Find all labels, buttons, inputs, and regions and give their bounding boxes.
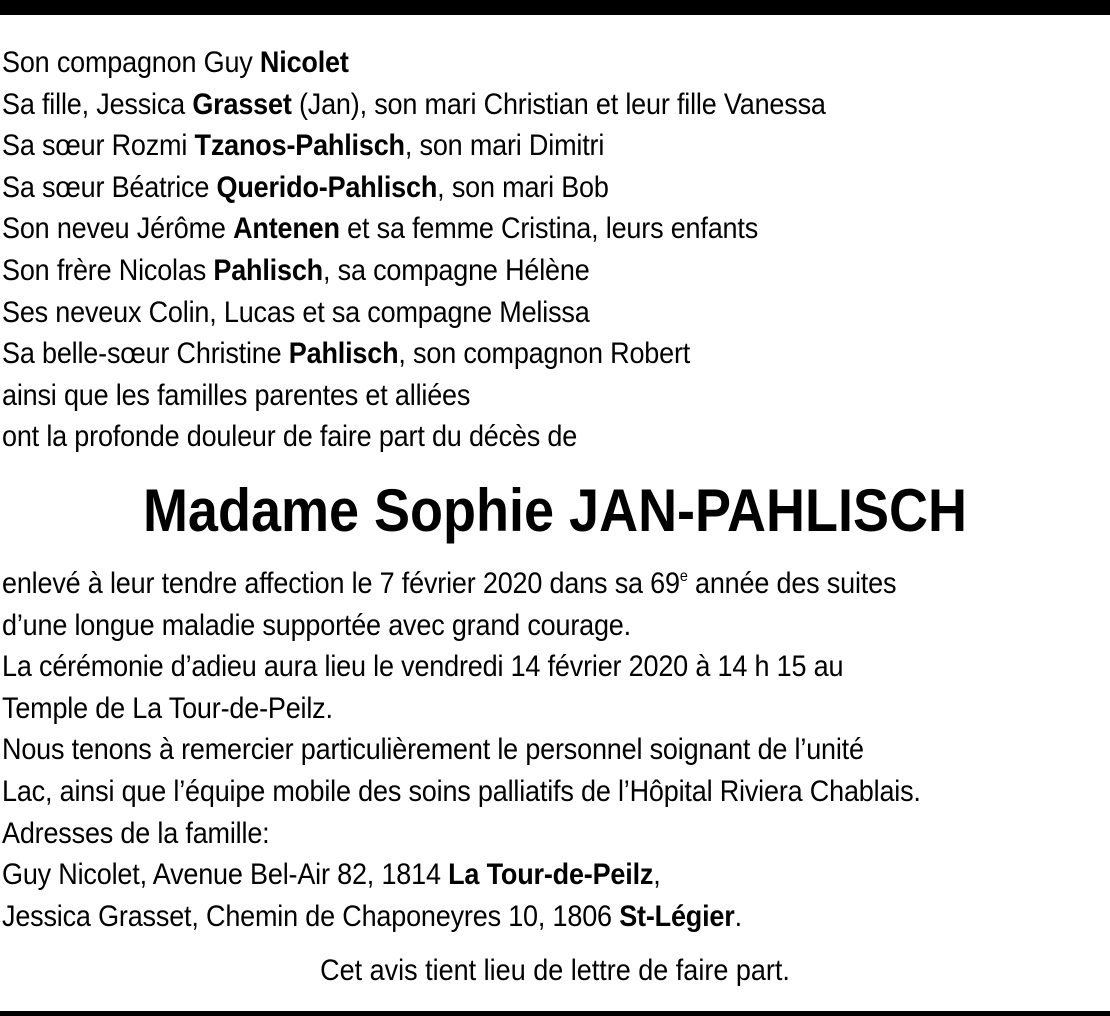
- family-line: Son compagnon Guy Nicolet: [2, 46, 349, 79]
- address-guy-nicolet: Guy Nicolet, Avenue Bel-Air 82, 1814 La Tour-de-Peilz,: [2, 858, 661, 892]
- family-line: Son frère Nicolas Pahlisch, sa compagne Hélène: [2, 253, 590, 287]
- body-line-thanks: Nous tenons à remercier particulièrement le personnel soignant de l’unité: [2, 733, 864, 767]
- bottom-rule: [0, 1011, 1110, 1016]
- body-line-temple: Temple de La Tour-de-Peilz.: [2, 691, 333, 725]
- family-list: [2, 42, 1108, 458]
- announcement-body: [2, 563, 1108, 937]
- family-line: Sa sœur Rozmi Tzanos-Pahlisch, son mari Dimitri: [2, 129, 605, 163]
- family-line: Sa sœur Béatrice Querido-Pahlisch, son mari Bob: [2, 170, 609, 204]
- family-line: Sa fille, Jessica Grasset (Jan), son mari Christian et leur fille Vanessa: [2, 87, 826, 121]
- deceased-name: Madame Sophie JAN-PAHLISCH: [142, 477, 968, 544]
- body-line-death: enlevé à leur tendre affection le 7 février 2020 dans sa 69e année des suites: [2, 567, 897, 600]
- family-line: ainsi que les familles parentes et alliées: [2, 378, 471, 412]
- body-line-thanks-cont: Lac, ainsi que l’équipe mobile des soins palliatifs de l’Hôpital Riviera Chablais.: [2, 774, 921, 808]
- family-line: Son neveu Jérôme Antenen et sa femme Cristina, leurs enfants: [2, 212, 759, 246]
- body-line-illness: d’une longue maladie supportée avec grand courage.: [2, 608, 631, 642]
- addresses-heading: Adresses de la famille:: [2, 816, 270, 850]
- address-jessica-grasset: Jessica Grasset, Chemin de Chaponeyres 10, 1806 St-Légier.: [2, 899, 742, 933]
- closing-note: Cet avis tient lieu de lettre de faire part.: [320, 954, 790, 987]
- top-rule: [0, 0, 1110, 15]
- family-line: Sa belle-sœur Christine Pahlisch, son compagnon Robert: [2, 337, 691, 371]
- family-line: Ses neveux Colin, Lucas et sa compagne Melissa: [2, 295, 590, 329]
- body-line-ceremony: La cérémonie d’adieu aura lieu le vendredi 14 février 2020 à 14 h 15 au: [2, 650, 844, 684]
- family-line: ont la profonde douleur de faire part du décès de: [2, 420, 578, 454]
